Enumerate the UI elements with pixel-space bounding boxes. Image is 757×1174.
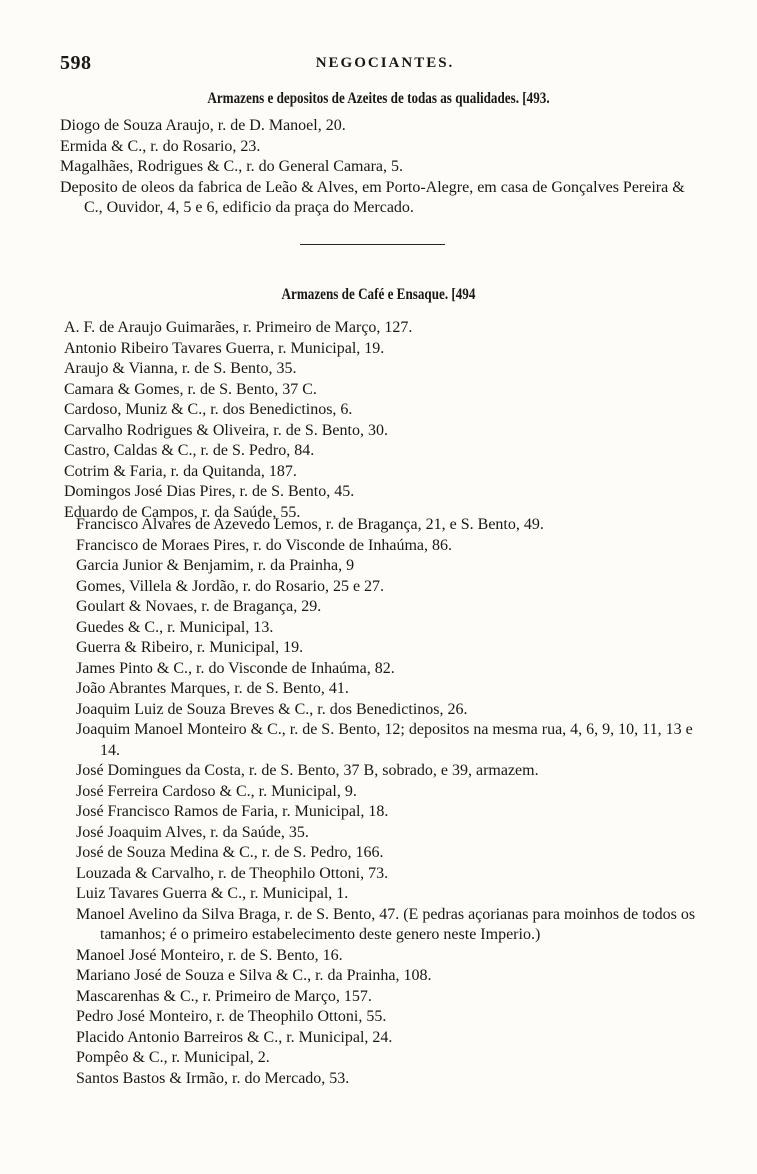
section-title: Armazens de Café e Ensaque. [494: [281, 286, 476, 303]
list-item: Pedro José Monteiro, r. de Theophilo Ottoni, 55.: [76, 1008, 387, 1025]
list-item: José Ferreira Cardoso & C., r. Municipal, 9.: [76, 782, 357, 800]
list-item: Eduardo de Campos, r. da Saúde, 55.: [64, 503, 301, 521]
list-item: José Joaquim Alves, r. da Saúde, 35.: [76, 823, 309, 841]
list-item: Francisco de Moraes Pires, r. do Visconde de Inhaúma, 86.: [76, 536, 452, 554]
list-item: José de Souza Medina & C., r. de S. Pedro, 166.: [76, 844, 384, 861]
list-item: Manoel José Monteiro, r. de S. Bento, 16.: [76, 946, 343, 964]
list-item: João Abrantes Marques, r. de S. Bento, 41.: [76, 680, 349, 697]
list-item: Cardoso, Muniz & C., r. dos Benedictinos, 6.: [64, 401, 353, 418]
list-item: Gomes, Villela & Jordão, r. do Rosario, 25 e 27.: [76, 577, 385, 595]
list-item: Pompêo & C., r. Municipal, 2.: [76, 1049, 270, 1066]
list-item: Mariano José de Souza e Silva & C., r. da Prainha, 108.: [76, 967, 432, 984]
list-item: Garcia Junior & Benjamim, r. da Prainha, 9: [76, 557, 355, 574]
list-item: Santos Bastos & Irmão, r. do Mercado, 53.: [76, 1069, 350, 1087]
list-item: Francisco Alvares de Azevedo Lemos, r. de Bragança, 21, e S. Bento, 49.: [76, 516, 544, 533]
section-cafe: [0, 284, 757, 523]
section-divider: [300, 244, 445, 245]
list-item: Carvalho Rodrigues & Oliveira, r. de S. Bento, 30.: [64, 421, 388, 439]
section-cafe-continued: [0, 515, 757, 1089]
running-head: NEGOCIANTES.: [315, 55, 455, 71]
list-item: Camara & Gomes, r. de S. Bento, 37 C.: [64, 380, 317, 398]
section-azeites: [0, 88, 757, 219]
list-item: Mascarenhas & C., r. Primeiro de Março, 157.: [76, 987, 372, 1005]
section-title: Armazens e depositos de Azeites de todas as qualidades. [493.: [207, 90, 550, 107]
list-item: Goulart & Novaes, r. de Bragança, 29.: [76, 598, 322, 615]
list-item: James Pinto & C., r. do Visconde de Inhaúma, 82.: [76, 659, 395, 677]
list-item: Domingos José Dias Pires, r. de S. Bento, 45.: [64, 483, 355, 500]
list-item: Manoel Avelino da Silva Braga, r. de S. Bento, 47. (E pedras açorianas para moinhos de todos os tamanhos; é o primeiro estabelecimento deste genero neste Imperio.): [76, 905, 696, 943]
list-item: Joaquim Manoel Monteiro & C., r. de S. Bento, 12; depositos na mesma rua, 4, 6, 9, 10, 11, 13 e 14.: [76, 721, 693, 759]
list-item: Castro, Caldas & C., r. de S. Pedro, 84.: [64, 442, 315, 459]
list-item: Antonio Ribeiro Tavares Guerra, r. Municipal, 19.: [64, 339, 385, 357]
list-item: Joaquim Luiz de Souza Breves & C., r. dos Benedictinos, 26.: [76, 700, 468, 718]
list-item: Luiz Tavares Guerra & C., r. Municipal, 1.: [76, 885, 349, 902]
list-item: Guedes & C., r. Municipal, 13.: [76, 618, 274, 636]
list-item: Deposito de oleos da fabrica de Leão & Alves, em Porto-Alegre, em casa de Gonçalves Pereira & C., Ouvidor, 4, 5 e 6, edificio da praça do Mercado.: [60, 178, 685, 216]
list-item: Magalhães, Rodrigues & C., r. do General Camara, 5.: [60, 158, 404, 175]
list-item: Placido Antonio Barreiros & C., r. Municipal, 24.: [76, 1028, 393, 1046]
list-item: José Francisco Ramos de Faria, r. Municipal, 18.: [76, 803, 389, 820]
list-item: Ermida & C., r. do Rosario, 23.: [60, 137, 261, 155]
page-header: [60, 52, 710, 78]
list-item: Diogo de Souza Araujo, r. de D. Manoel, 20.: [60, 117, 346, 134]
list-item: Louzada & Carvalho, r. de Theophilo Ottoni, 73.: [76, 864, 389, 882]
entry-list: [76, 515, 706, 1089]
list-item: José Domingues da Costa, r. de S. Bento, 37 B, sobrado, e 39, armazem.: [76, 762, 539, 779]
list-item: A. F. de Araujo Guimarães, r. Primeiro de Março, 127.: [64, 319, 413, 336]
list-item: Araujo & Vianna, r. de S. Bento, 35.: [64, 360, 297, 377]
page-number: 598: [60, 52, 92, 74]
list-item: Guerra & Ribeiro, r. Municipal, 19.: [76, 639, 304, 656]
list-item: Cotrim & Faria, r. da Quitanda, 187.: [64, 462, 297, 480]
entry-list: [64, 318, 704, 523]
entry-list: [60, 116, 700, 219]
